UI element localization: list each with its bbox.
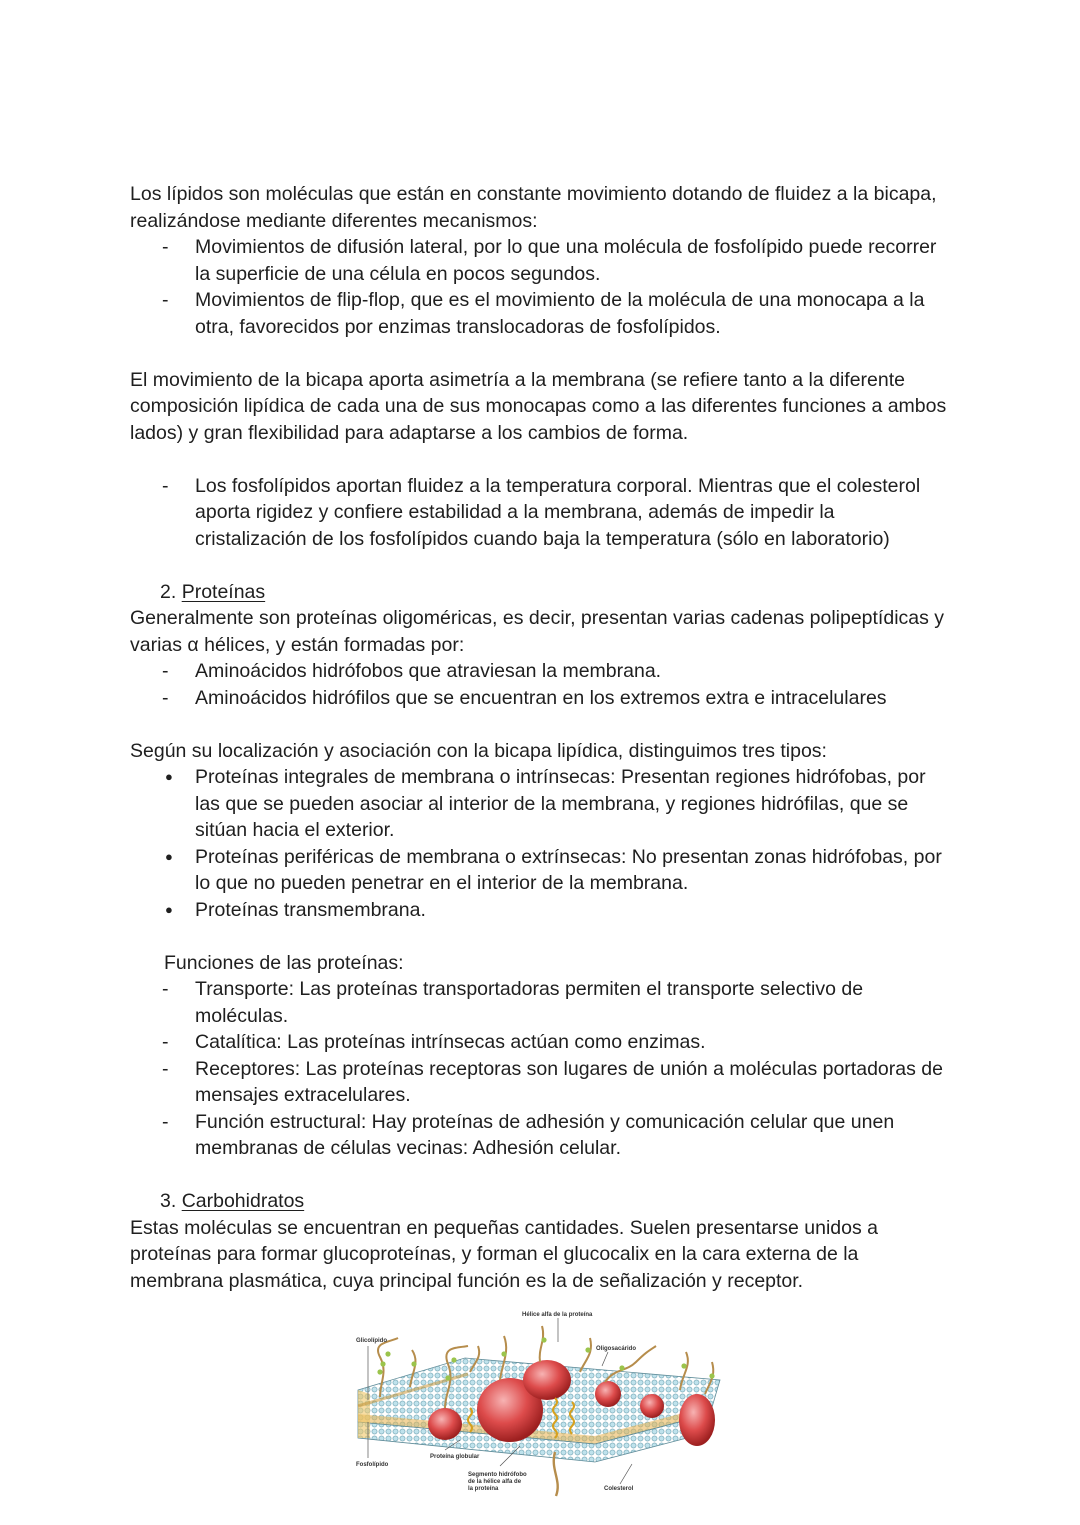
document-body — [130, 181, 950, 1294]
amino-acids-list — [130, 658, 950, 711]
list-item: ● Proteínas transmembrana. — [130, 897, 950, 924]
label-oligosaccharide: Oligosacárido — [596, 1346, 637, 1352]
label-hydrophobic-segment: la proteína — [468, 1486, 499, 1492]
label-globular-protein: Proteína globular — [430, 1454, 480, 1460]
proteins-intro: Generalmente son proteínas oligoméricas, es decir, presentan varias cadenas polipeptídicas y varias α hélices, y están formadas por: — [130, 607, 945, 656]
section-title: Carbohidratos — [181, 1190, 305, 1212]
protein-functions-list — [130, 976, 950, 1162]
protein-types-list — [130, 764, 950, 923]
section-number: 2. — [160, 580, 177, 603]
protein-functions-title: Funciones de las proteínas: — [164, 951, 404, 974]
list-item: - Receptores: Las proteínas receptoras son lugares de unión a moléculas portadoras de mensajes extracelulares. — [130, 1056, 950, 1109]
membrane-diagram — [350, 1302, 735, 1502]
protein-types-intro: Según su localización y asociación con la bicapa lipídica, distinguimos tres tipos: — [130, 739, 827, 762]
list-item: - Los fosfolípidos aportan fluidez a la temperatura corporal. Mientras que el colesterol aporta rigidez y confiere estabilidad a la membrana, además de impedir la cristalización de los fosfolípidos cuando baja la temperatura (sólo en laboratorio) — [130, 473, 950, 553]
section-heading-proteins — [130, 579, 950, 606]
protein-blob — [640, 1394, 664, 1418]
label-hydrophobic-segment: Segmento hidrófobo — [468, 1472, 527, 1478]
label-cholesterol: Colesterol — [604, 1486, 634, 1492]
lipids-asymmetry: El movimiento de la bicapa aporta asimetría a la membrana (se refiere tanto a la diferente composición lipídica de cada una de sus monocapas como a las diferentes funciones a ambos lados) y gran flexibilidad para adaptarse a los cambios de forma. — [130, 368, 947, 444]
label-hydrophobic-segment: de la hélice alfa de — [468, 1479, 522, 1485]
list-item: - Movimientos de flip-flop, que es el movimiento de la molécula de una monocapa a la otra, favorecidos por enzimas translocadoras de fosfolípidos. — [130, 287, 950, 340]
lipids-intro: Los lípidos son moléculas que están en constante movimiento dotando de fluidez a la bicapa, realizándose mediante diferentes mecanismos: — [130, 183, 937, 232]
label-alpha-helix: Hélice alfa de la proteína — [522, 1312, 593, 1318]
list-item: - Función estructural: Hay proteínas de adhesión y comunicación celular que unen membranas de células vecinas: Adhesión celular. — [130, 1109, 950, 1162]
label-glycolipid: Glicolípido — [356, 1338, 387, 1344]
protein-blob — [523, 1360, 571, 1400]
lipid-mechanisms-list — [130, 234, 950, 340]
carbohydrates-text: Estas moléculas se encuentran en pequeñas cantidades. Suelen presentarse unidos a proteínas para formar glucoproteínas, y forman el glucocalix en la cara externa de la membrana plasmática, cuya principal función es la de señalización y receptor. — [130, 1216, 878, 1292]
protein-blob — [428, 1408, 462, 1440]
list-item: - Transporte: Las proteínas transportadoras permiten el transporte selectivo de moléculas. — [130, 976, 950, 1029]
list-item: - Catalítica: Las proteínas intrínsecas actúan como enzimas. — [130, 1029, 950, 1056]
lipid-fluidity-list — [130, 473, 950, 553]
label-phospholipid: Fosfolípido — [356, 1462, 389, 1468]
list-item: - Movimientos de difusión lateral, por lo que una molécula de fosfolípido puede recorrer la superficie de una célula en pocos segundos. — [130, 234, 950, 287]
list-item: - Aminoácidos hidrófilos que se encuentran en los extremos extra e intracelulares — [130, 685, 950, 712]
list-item: ● Proteínas integrales de membrana o intrínsecas: Presentan regiones hidrófobas, por las que se pueden asociar al interior de la membrana, y regiones hidrófilas, que se sitúan hacia el exterior. — [130, 764, 950, 844]
list-item: ● Proteínas periféricas de membrana o extrínsecas: No presentan zonas hidrófobas, por lo que no pueden penetrar en el interior de la membrana. — [130, 844, 950, 897]
section-heading-carbohydrates — [130, 1188, 950, 1215]
protein-blob — [595, 1381, 621, 1407]
list-item: - Aminoácidos hidrófobos que atraviesan la membrana. — [130, 658, 950, 685]
protein-blob — [679, 1394, 715, 1446]
section-number: 3. — [160, 1190, 177, 1212]
section-title: Proteínas — [181, 580, 266, 603]
